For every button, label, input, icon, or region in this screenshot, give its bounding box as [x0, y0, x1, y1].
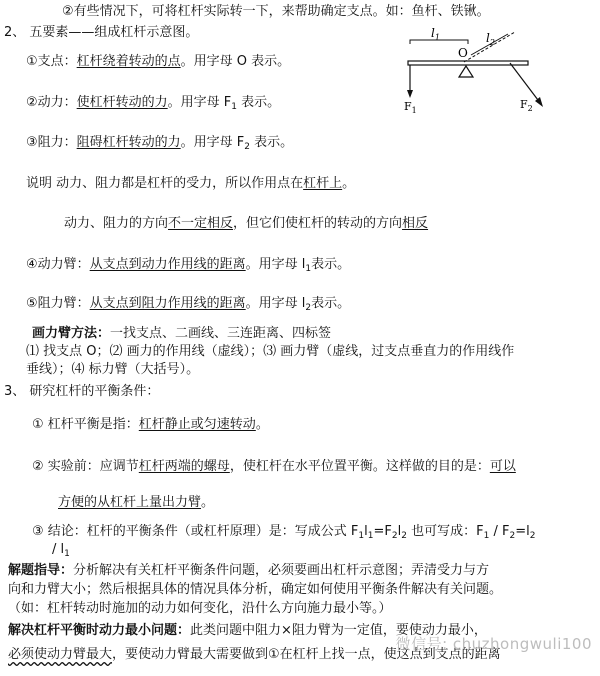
intro-line: ②有些情况下，可将杠杆实际转一下，来帮助确定支点。如：鱼杆、铁锹。 [62, 4, 490, 19]
note-line-2: 动力、阻力的方向不一定相反，但它们使杠杆的转动的方向相反 [64, 216, 429, 231]
guide-line-3: （如：杠杆转动时施加的动力如何变化，沿什么方向施力最小等。） [8, 601, 392, 616]
balance-def-line: ① 杠杆平衡是指：杠杆静止或匀速转动。 [32, 417, 269, 432]
min-force-line-2: 必须使动力臂最大，要使动力臂最大需要做到①在杠杆上找一点，使这点到支点的距离 [8, 647, 501, 662]
svg-text:O: O [458, 46, 468, 60]
conclusion-line: ③ 结论：杠杆的平衡条件（或杠杆原理）是：写成公式 $F_1l_1=F_2l_2$ 也可写成：$F_1 / F_2=l_2$ [32, 524, 536, 541]
guide-line-2: 向和力臂大小；然后根据具体的情况具体分析，确定如何使用平衡条件解决有关问题。 [8, 582, 503, 597]
section-3-title: 3、 研究杠杆的平衡条件： [4, 384, 160, 399]
svg-text:l1: $l_1$ [431, 26, 440, 42]
resistance-line: ③阻力：阻碍杠杆转动的力。用字母 $F_2$ 表示。 [26, 135, 294, 152]
method-line-2: 垂线）；⑷ 标力臂（大括号）。 [26, 362, 200, 377]
guide-line-1: 解题指导：分析解决有关杠杆平衡条件问题，必须要画出杠杆示意图；弄清受力与方 [8, 563, 490, 578]
svg-text:F2: $F_2$ [520, 98, 533, 113]
svg-text:F1: $F_1$ [404, 100, 417, 115]
min-force-line-1: 解决杠杆平衡时动力最小问题：此类问题中阻力×阻力臂为一定值，要使动力最小， [8, 623, 487, 638]
effort-arm-line: ④动力臂：从支点到动力作用线的距离。用字母 $l_1$表示。 [26, 257, 351, 274]
method-title-line: 画力臂方法：一找支点、二画线、三连距离、四标签 [32, 326, 332, 341]
conclusion-line-2: / $l_1$ [52, 542, 70, 559]
resistance-arm-line: ⑤阻力臂：从支点到阻力作用线的距离。用字母 $l_2$表示。 [26, 296, 351, 313]
wechat-watermark: 微信号: chuzhongwuli100 [395, 635, 592, 653]
effort-line: ②动力：使杠杆转动的力。用字母 $F_1$ 表示。 [26, 95, 281, 112]
svg-text:l2: $l_2$ [486, 31, 495, 47]
lever-diagram [398, 24, 568, 116]
experiment-line-2: 方便的从杠杆上量出力臂。 [58, 495, 215, 510]
fulcrum-line: ①支点：杠杆绕着转动的点。用字母 O 表示。 [26, 54, 291, 69]
method-line-1: ⑴ 找支点 O；⑵ 画力的作用线（虚线）；⑶ 画力臂（虚线，过支点垂直力的作用线作 [26, 344, 515, 359]
experiment-line: ② 实验前：应调节杠杆两端的螺母，使杠杆在水平位置平衡。这样做的目的是：可以 [32, 459, 516, 474]
note-line-1: 说明 动力、阻力都是杠杆的受力，所以作用点在杠杆上。 [26, 176, 356, 191]
section-2-title: 2、 五要素——组成杠杆示意图。 [4, 25, 199, 40]
